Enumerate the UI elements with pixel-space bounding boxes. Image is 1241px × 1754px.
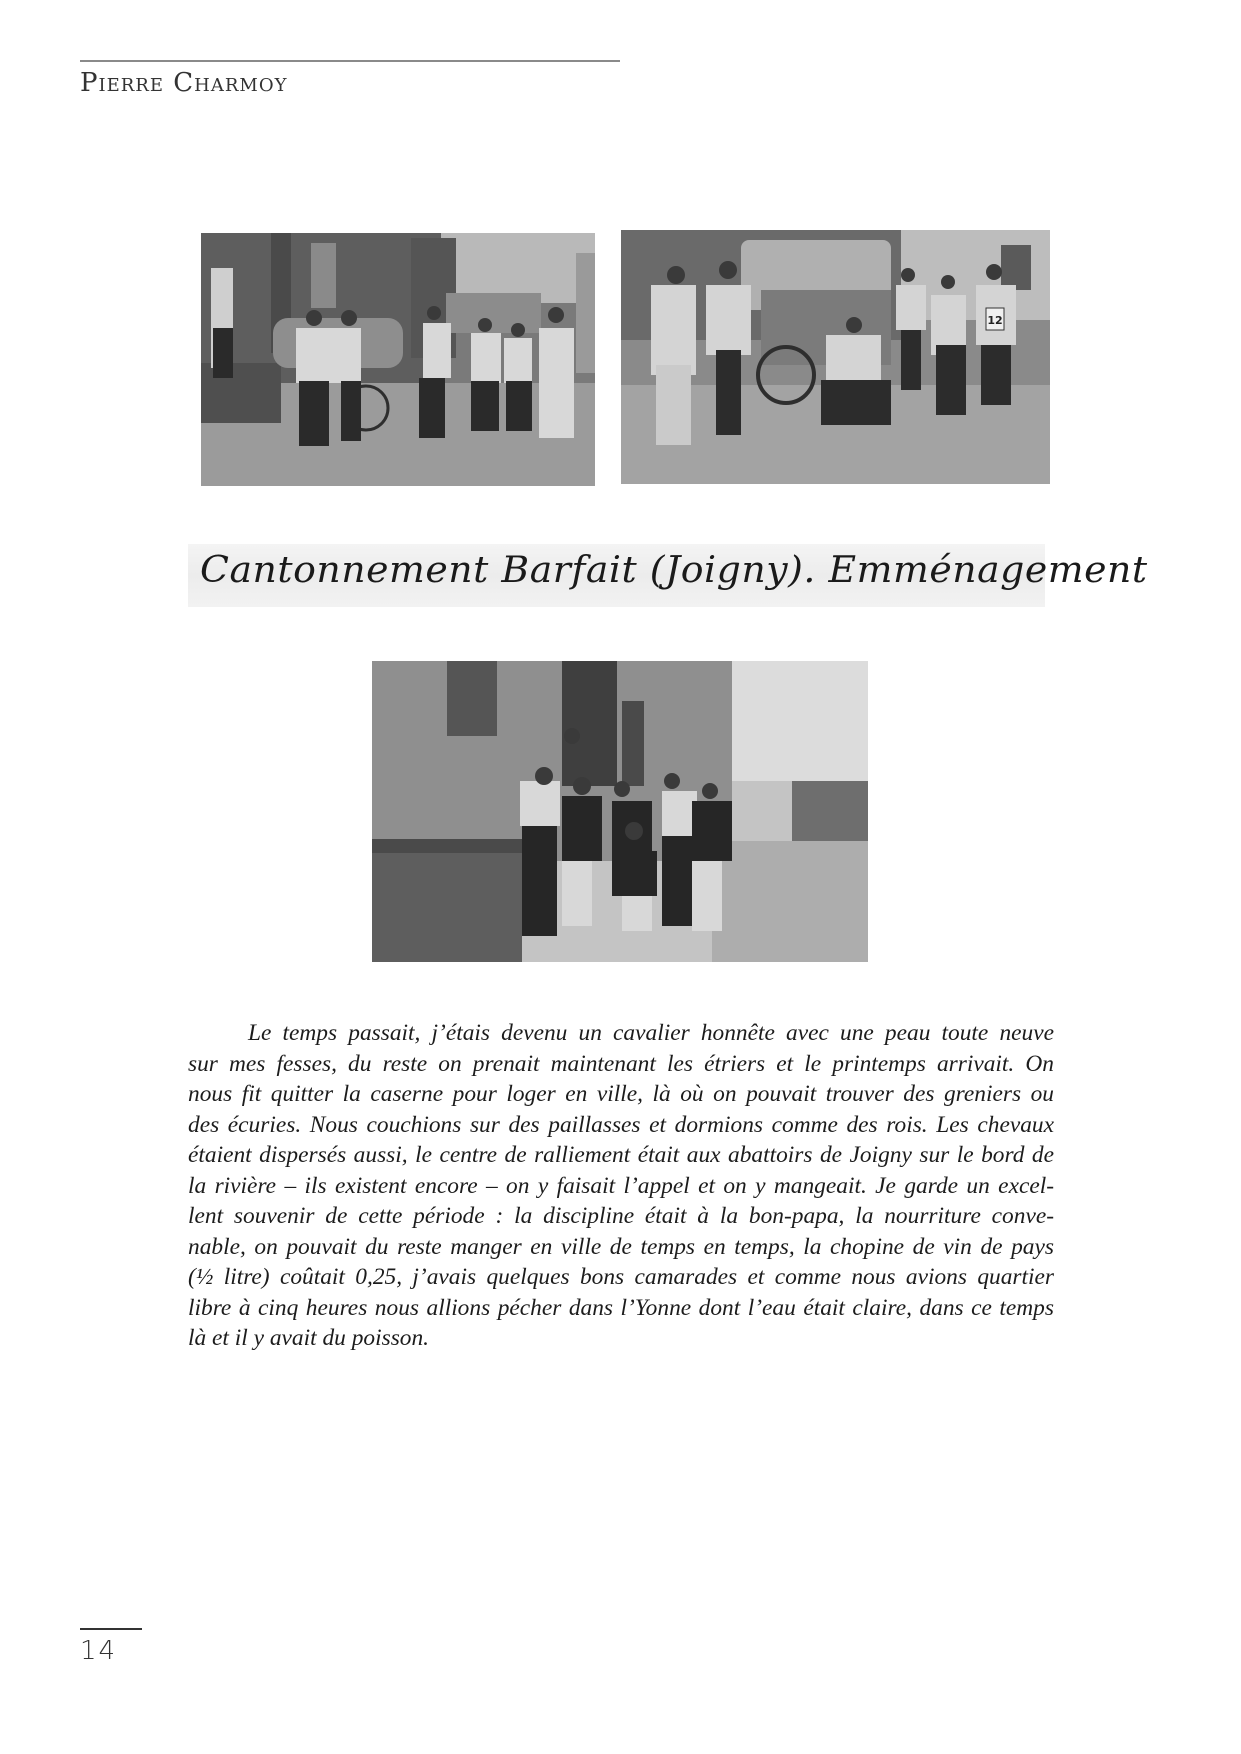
photo-soldiers-group-street [372,661,868,962]
body-line: Le temps passait, j’étais devenu un cavalier honnête avec une peau toute neuve [248,1020,1054,1046]
body-line: libre à cinq heures nous allions pécher dans l’Yonne dont l’eau était claire, dans ce temps [188,1294,1054,1321]
body-line: la rivière – ils existent encore – on y faisait l’appel et on y mangeait. Je garde un excel- [188,1172,1054,1199]
body-line: sur mes fesses, du reste on prenait maintenant les étriers et le printemps arrivait. On [188,1050,1054,1077]
body-paragraph [188,1018,1054,1354]
running-head-author: Pierre Charmoy [80,68,288,98]
body-line: nable, on pouvait du reste manger en ville de temps en temps, la chopine de vin de pays [188,1233,1054,1260]
body-line: (½ litre) coûtait 0,25, j’avais quelques bons camarades et comme nous avions quartier [188,1264,1054,1290]
photo-soldiers-group-street-image [372,661,868,962]
photo-soldiers-loaded-cart-image [621,230,1050,484]
handwritten-caption-text: Cantonnement Barfait (Joigny). Emménagement [200,550,1148,591]
body-line: là et il y avait du poisson. [188,1325,430,1351]
body-line: des écuries. Nous couchions sur des paillasses et dormions comme des rois. Les chevaux [188,1111,1054,1138]
photo-soldiers-handcart-image [201,233,595,486]
header-rule [80,60,620,62]
footer-rule [80,1628,142,1630]
photo-soldiers-loaded-cart [621,230,1050,484]
body-line: lent souvenir de cette période : la discipline était à la bon-papa, la nourriture conve- [188,1203,1054,1229]
handwritten-caption [188,544,1148,607]
photo-soldiers-handcart [201,233,595,486]
body-line: nous fit quitter la caserne pour loger en ville, là où on pouvait trouver des greniers ou [188,1081,1054,1107]
body-line: étaient dispersés aussi, le centre de ralliement était aux abattoirs de Joigny sur le bord de [188,1142,1054,1168]
page-number: 14 [80,1636,118,1666]
cart-sign-number: 12 [987,314,1003,327]
